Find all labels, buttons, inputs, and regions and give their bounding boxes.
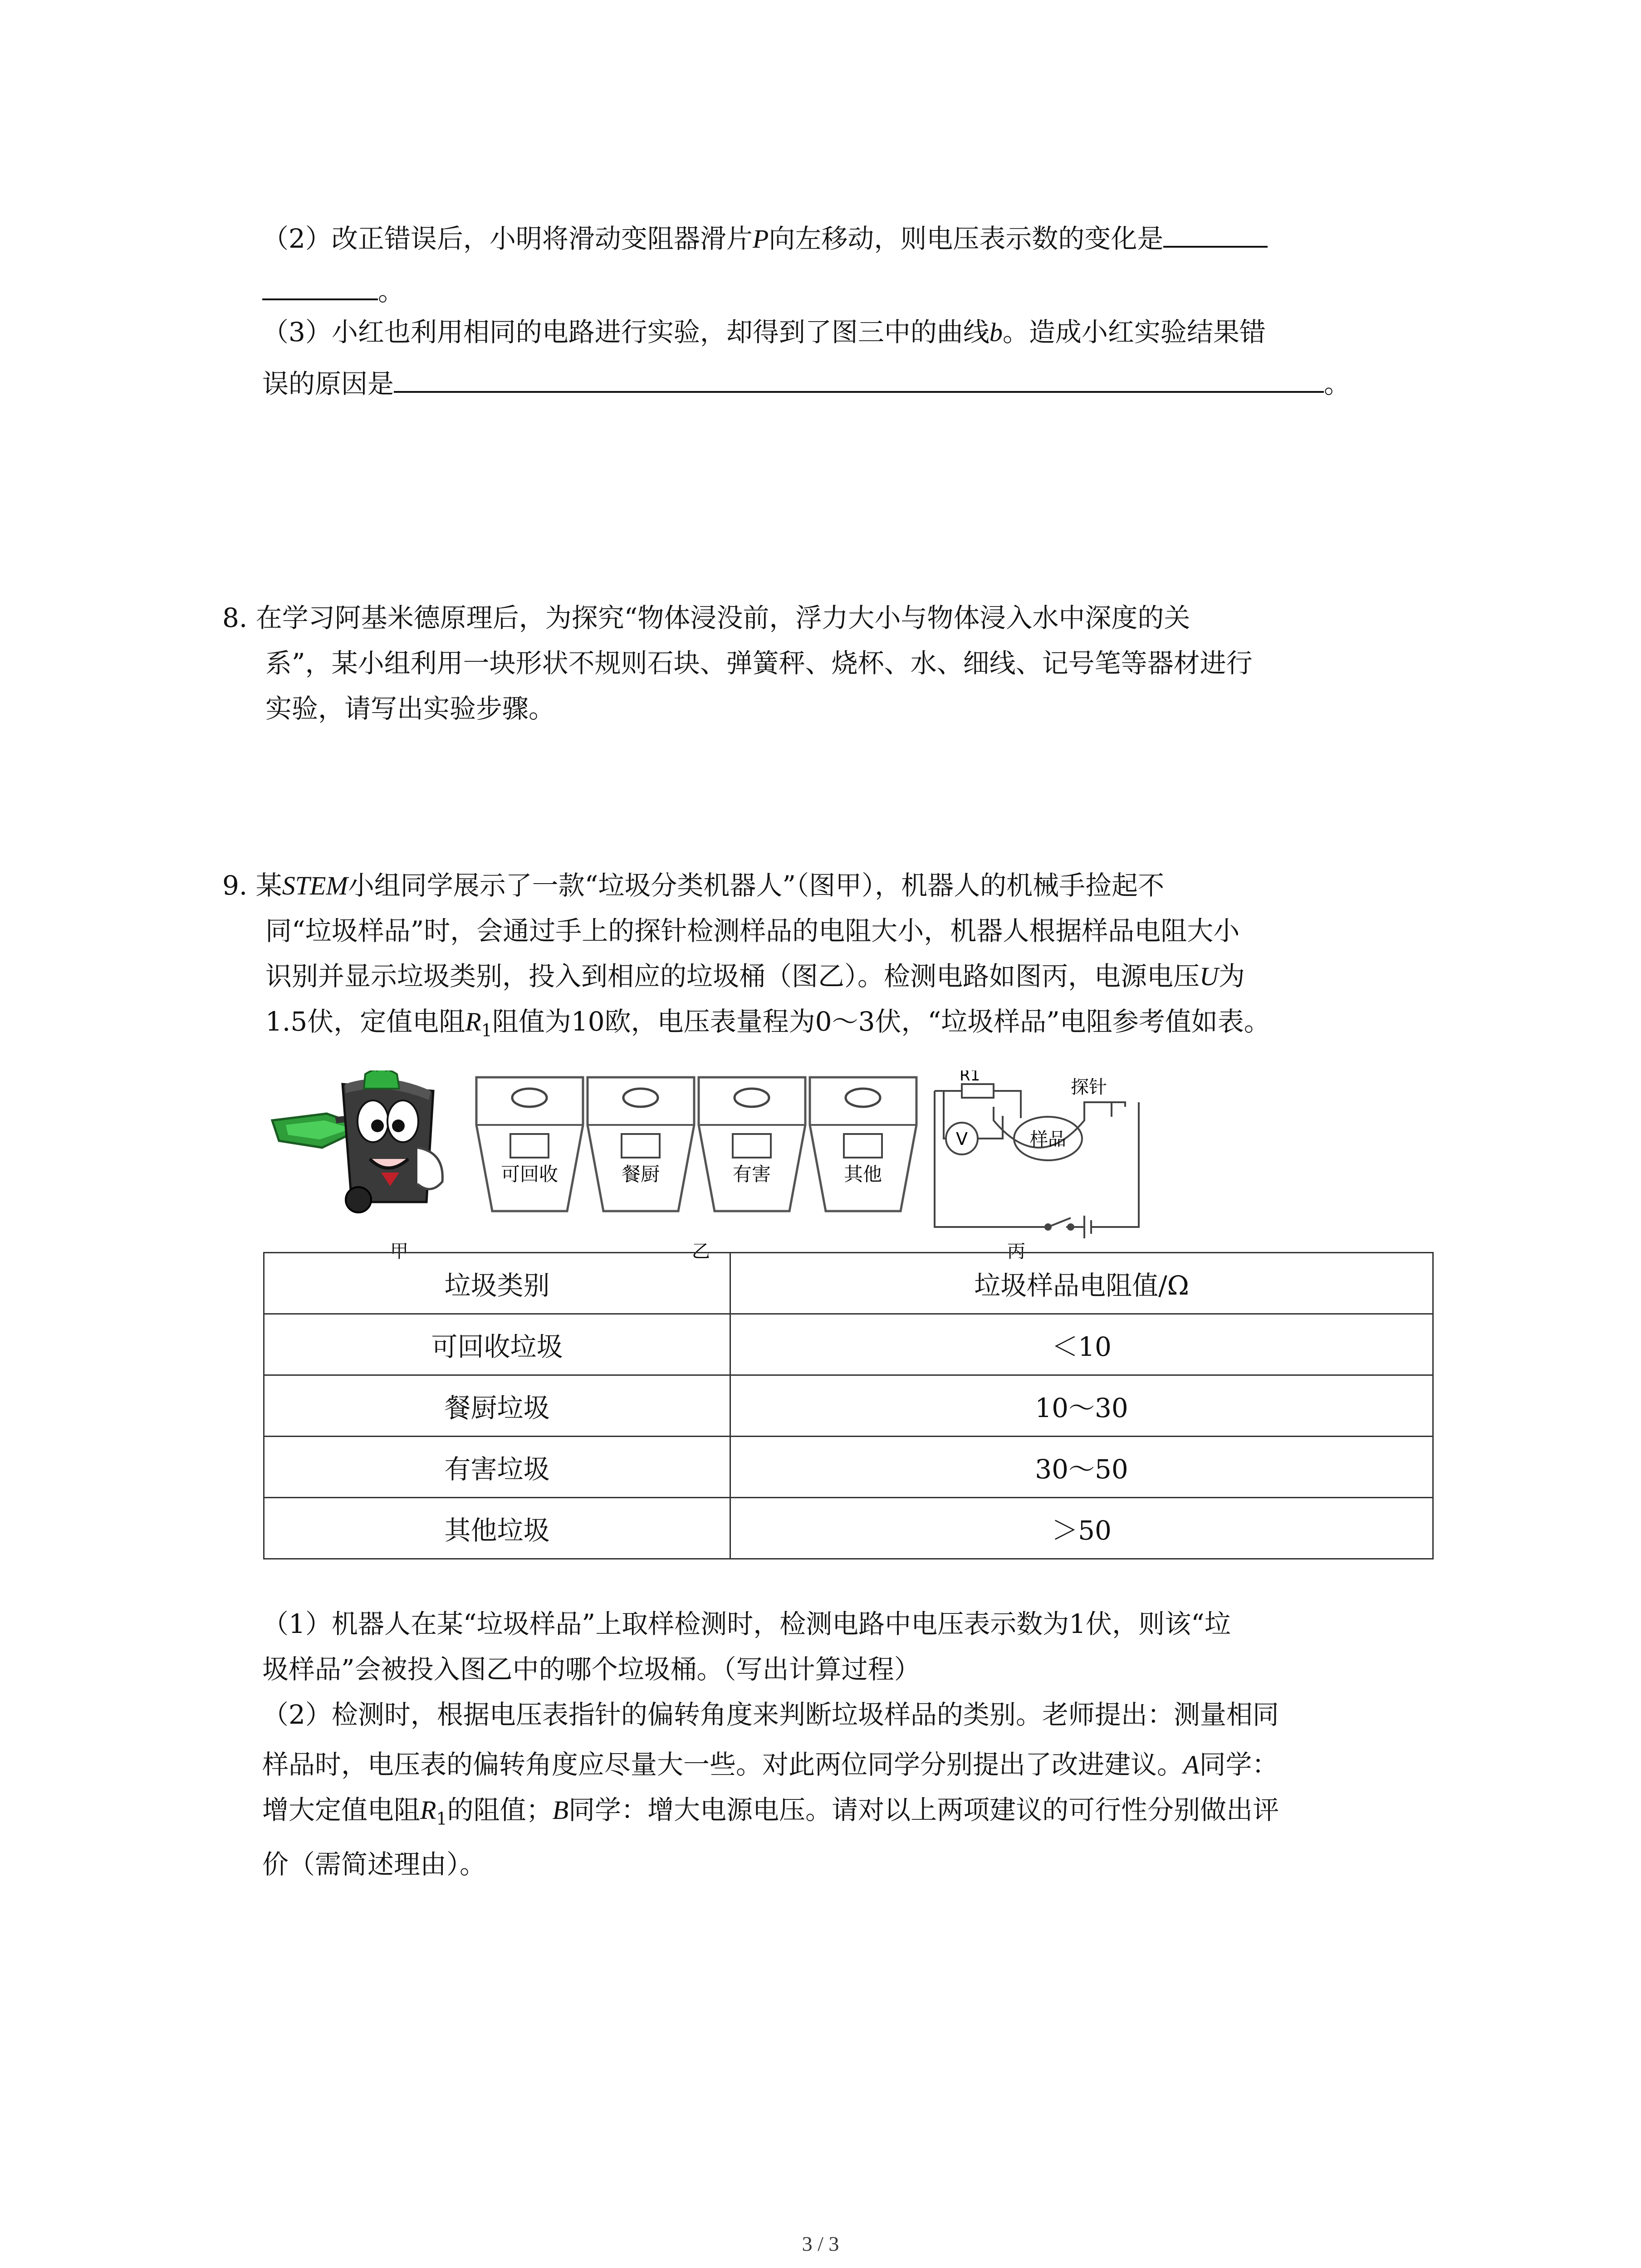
bin-label: 有害 — [732, 1163, 771, 1185]
q7-part2-line: （2）改正错误后，小明将滑动变阻器滑片P向左移动，则电压表示数的变化是 — [262, 218, 1268, 257]
q9-part1-line1: （1）机器人在某“垃圾样品”上取样检测时，检测电路中电压表示数为1伏，则该“垃 — [262, 1608, 1231, 1639]
bin-hazardous — [699, 1077, 805, 1211]
q9-figures — [268, 1070, 1411, 1261]
q9-line1: 9. 某STEM小组同学展示了一款“垃圾分类机器人”（图甲），机器人的机械手捡起不 — [222, 870, 1165, 901]
q8-line1: 8. 在学习阿基米德原理后，为探究“物体浸没前，浮力大小与物体浸入水中深度的关 — [222, 602, 1190, 633]
q9-part2-line4: 价（需简述理由）。 — [262, 1849, 486, 1880]
bin-label: 其他 — [843, 1163, 882, 1185]
table-row — [264, 1314, 1433, 1375]
table-header-row — [264, 1253, 1433, 1314]
table-cell: 可回收垃圾 — [264, 1314, 730, 1375]
q9-part2-line1: （2）检测时，根据电压表指针的偏转角度来判断垃圾样品的类别。老师提出：测量相同 — [262, 1699, 1279, 1730]
table-header: 垃圾样品电阻值/Ω — [730, 1253, 1433, 1314]
q8-line3: 实验，请写出实验步骤。 — [265, 693, 555, 724]
q9-line4: 1.5伏，定值电阻$R_1$阻值为10欧，电压表量程为0～3伏，“垃圾样品”电阻参考值如表。 — [265, 1006, 1270, 1041]
q7-part3-line2: 误的原因是 。 — [262, 363, 1350, 402]
q9-part2-line2: 样品时，电压表的偏转角度应尽量大一些。对此两位同学分别提出了改进建议。A同学： — [262, 1749, 1279, 1780]
caption-yi: 乙 — [692, 1241, 710, 1261]
table-cell: 10～30 — [730, 1375, 1433, 1437]
bin-recyclable — [476, 1077, 583, 1211]
voltmeter-label: V — [956, 1129, 968, 1149]
q9-figures-svg — [268, 1070, 1411, 1261]
q9-line2: 同“垃圾样品”时，会通过手上的探针检测样品的电阻大小，机器人根据样品电阻大小 — [265, 915, 1240, 946]
table-row — [264, 1498, 1433, 1559]
answer-blank[interactable] — [394, 363, 1324, 393]
bin-label: 可回收 — [500, 1163, 558, 1185]
bin-kitchen — [588, 1077, 694, 1211]
caption-jia: 甲 — [390, 1241, 408, 1261]
table-cell: ＜10 — [730, 1314, 1433, 1375]
q7-part2-line2: 。 — [262, 270, 404, 309]
q9-part2-line3: 增大定值电阻$R_1$的阻值；B同学：增大电源电压。请对以上两项建议的可行性分别做出评 — [262, 1794, 1279, 1829]
probe-label: 探针 — [1071, 1077, 1107, 1098]
resistor-label: R1 — [960, 1070, 980, 1085]
sample-label: 样品 — [1030, 1129, 1066, 1150]
q7-part3-line1: （3）小红也利用相同的电路进行实验，却得到了图三中的曲线b。造成小红实验结果错 — [262, 317, 1266, 347]
table-row — [264, 1437, 1433, 1498]
table-cell: 30～50 — [730, 1437, 1433, 1498]
resistance-table — [263, 1252, 1434, 1559]
answer-blank[interactable] — [262, 270, 378, 300]
robot-illustration — [272, 1070, 442, 1212]
table-cell: 有害垃圾 — [264, 1437, 730, 1498]
q9-line3: 识别并显示垃圾类别，投入到相应的垃圾桶（图乙）。检测电路如图丙，电源电压U为 — [265, 961, 1245, 992]
circuit-diagram — [935, 1084, 1139, 1238]
page-number: 3 / 3 — [802, 2232, 839, 2255]
bin-label: 餐厨 — [621, 1163, 660, 1185]
table-header: 垃圾类别 — [264, 1253, 730, 1314]
q8-line2: 系”，某小组利用一块形状不规则石块、弹簧秤、烧杯、水、细线、记号笔等器材进行 — [265, 648, 1253, 679]
answer-blank[interactable] — [1163, 218, 1268, 248]
table-cell: ＞50 — [730, 1498, 1433, 1559]
q9-part1-line2: 圾样品”会被投入图乙中的哪个垃圾桶。（写出计算过程） — [262, 1654, 921, 1685]
caption-bing: 丙 — [1007, 1241, 1025, 1261]
bins-illustration — [476, 1077, 916, 1211]
table-cell: 其他垃圾 — [264, 1498, 730, 1559]
table-cell: 餐厨垃圾 — [264, 1375, 730, 1437]
table-row — [264, 1375, 1433, 1437]
bin-other — [810, 1077, 916, 1211]
